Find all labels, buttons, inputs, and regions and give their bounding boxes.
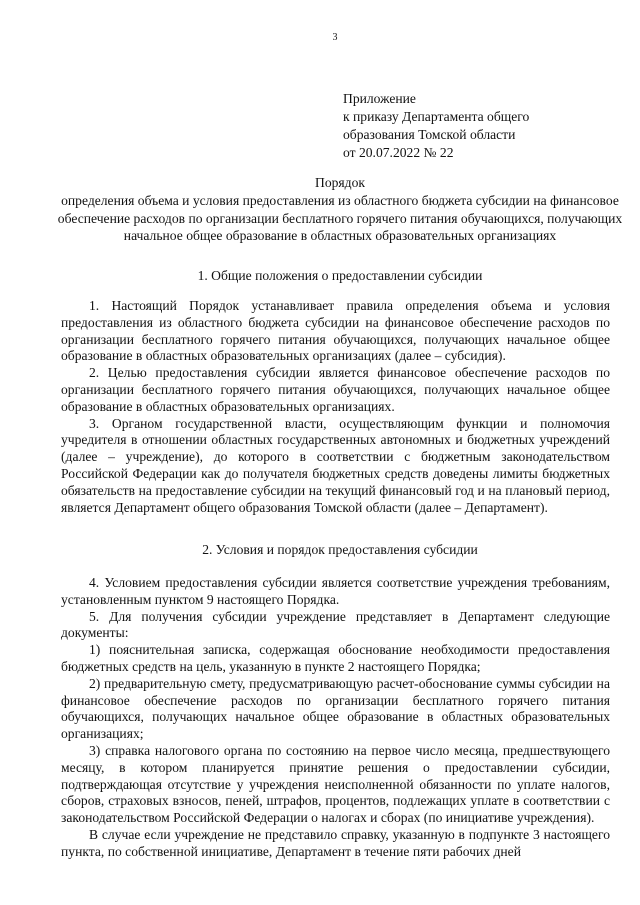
appendix-line: к приказу Департамента общего [343, 109, 530, 124]
section-heading: 1. Общие положения о предоставлении субсидии [197, 268, 483, 283]
section-body [61, 298, 610, 516]
paragraph: 4. Условием предоставления субсидии является соответствие учреждения требованиям, установленным пунктом 9 настоящего Порядка. [61, 575, 610, 607]
paragraph: 1) пояснительная записка, содержащая обоснование необходимости предоставления бюджетных средств на цель, указанную в пункте 2 настоящего Порядка; [61, 642, 610, 674]
order-title: Порядок [315, 175, 365, 190]
order-subtitle: определения объема и условия предоставления из областного бюджета субсидии на финансовое обеспечение расходов по организации бесплатного горячего питания обучающихся, получающих начальное общее образование в областных образовательных организациях [57, 193, 623, 243]
page-number: 3 [332, 32, 338, 43]
paragraph: 3. Органом государственной власти, осуществляющим функции и полномочия учредителя в отношении областных государственных автономных и бюджетных учреждений (далее – учреждение), до которого в соответствии с бюджетным законодательством Российской Федерации как до получателя бюджетных средств доведены лимиты бюджетных обязательств на предоставление субсидии на текущий финансовый год и на плановый период, является Департамент общего образования Томской области (далее – Департамент). [61, 415, 610, 515]
paragraph: 2) предварительную смету, предусматривающую расчет-обоснование суммы субсидии на финансовое обеспечение расходов по организации бесплатного горячего питания обучающихся, получающих начальное общее образование в областных образовательных организациях; [61, 675, 610, 742]
appendix-line: образования Томской области [343, 127, 516, 142]
appendix-line: от 20.07.2022 № 22 [343, 145, 454, 160]
paragraph: 5. Для получения субсидии учреждение представляет в Департамент следующие документы: [61, 608, 610, 641]
section-body [61, 575, 610, 861]
section-heading: 2. Условия и порядок предоставления субсидии [202, 542, 478, 557]
appendix-line: Приложение [343, 91, 416, 106]
paragraph: 2. Целью предоставления субсидии является финансовое обеспечение расходов по организации бесплатного горячего питания обучающихся, получающих начальное общее образование в областных образовательных организациях. [61, 365, 610, 414]
paragraph: В случае если учреждение не представило справку, указанную в подпункте 3 настоящего пункта, по собственной инициативе, Департамент в течение пяти рабочих дней [61, 826, 610, 859]
paragraph: 1. Настоящий Порядок устанавливает правила определения объема и условия предоставления из областного бюджета субсидии на финансовое обеспечение расходов по организации бесплатного горячего питания обучающихся, получающих начальное общее образование в областных образовательных организациях (далее – субсидия). [61, 298, 610, 364]
appendix-block [343, 90, 529, 162]
paragraph: 3) справка налогового органа по состоянию на первое число месяца, предшествующего месяцу, в котором планируется принятие решения о предоставлении субсидии, подтверждающая отсутствие у учреждения неисполненной обязанности по уплате налогов, сборов, страховых взносов, пеней, штрафов, процентов, подлежащих уплате в соответствии с законодательством Российской Федерации о налогах и сборах (по инициативе учреждения). [61, 742, 610, 826]
